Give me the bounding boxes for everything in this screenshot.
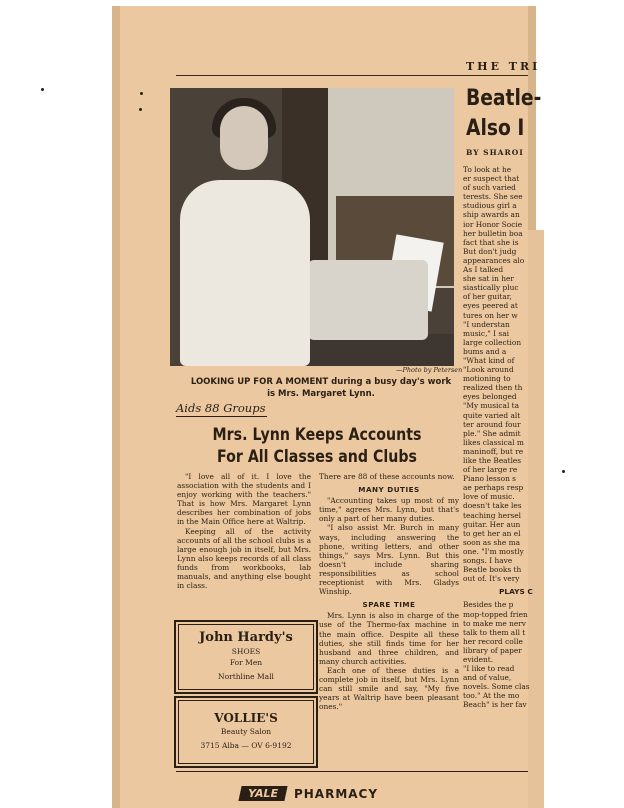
ad-address: 3715 Alba — OV 6-9192	[200, 741, 292, 750]
photo-person-head	[220, 106, 268, 170]
ad-line: Beauty Salon	[220, 727, 272, 736]
headline-line-1: Mrs. Lynn Keeps Accounts	[212, 425, 422, 444]
right-article-line: As I talked	[463, 265, 504, 275]
article-paragraph: "I love all of it. I love the association with the students and I enjoy working with the teachers." That is how Mrs. Margaret Lynn describes her combination of jobs in the Main Office here at Waltrip.	[177, 472, 311, 527]
right-article-line: eyes belonged	[463, 392, 517, 402]
right-article-line: of her guitar,	[463, 292, 512, 302]
right-article-line: er suspect that	[463, 174, 520, 184]
right-article-line: teaching hersel	[463, 510, 522, 520]
scan-speck	[41, 88, 44, 91]
right-article-line: realized then th	[463, 383, 523, 393]
ad-name: VOLLIE'S	[214, 711, 278, 725]
photo-credit: —Photo by Petersen	[396, 366, 463, 374]
right-article-line: songs. I have	[463, 556, 513, 566]
right-article-line: ship awards an	[463, 210, 520, 220]
right-article-line: To look at he	[463, 165, 512, 174]
right-article-line: motioning to	[463, 374, 511, 384]
article-headline	[196, 424, 439, 468]
right-article-line: of such varied	[463, 183, 516, 193]
bottom-rule	[176, 771, 528, 772]
ad-john-hardys	[178, 624, 314, 690]
article-kicker: Aids 88 Groups	[176, 401, 266, 415]
right-article-line: eyes peered at	[463, 301, 518, 311]
right-article-line: terests. She see	[463, 192, 523, 202]
article-column-middle	[319, 472, 459, 711]
right-article-line: tures on her w	[463, 310, 518, 320]
ad-yale-pharmacy	[240, 786, 378, 801]
photo-caption: LOOKING UP FOR A MOMENT during a busy day's work is Mrs. Margaret Lynn.	[190, 377, 452, 399]
yale-logo: YALE	[238, 786, 287, 801]
right-article-line: "What kind of	[463, 355, 515, 365]
headline-line-2: For All Classes and Clubs	[217, 447, 417, 466]
right-article-line: quite varied alt	[463, 410, 521, 420]
right-article-line: guitar. Her aun	[463, 519, 521, 529]
photo-typewriter	[308, 260, 428, 340]
right-headline-line-1: Beatle-	[466, 86, 542, 111]
right-article-line: large collection	[463, 337, 522, 347]
scan-speck	[140, 92, 143, 95]
right-article-line: one. "I'm mostly	[463, 546, 524, 556]
right-article-line: her bulletin boa	[463, 228, 523, 238]
right-article-line: bums and a	[463, 346, 507, 356]
ad-line: SHOES	[231, 647, 261, 656]
subhead-spare-time: SPARE TIME	[362, 600, 416, 610]
article-photo	[170, 88, 454, 366]
right-article-line: ior Honor Socie	[463, 219, 523, 229]
article-paragraph: "I also assist Mr. Burch in many ways, including answering the phone, writing letters, and other things," says Mrs. Lynn. But this doesn't include sharing responsibilities as school receptionist with Mrs. Gladys Winship.	[319, 523, 459, 597]
article-paragraph: "Accounting takes up most of my time," agrees Mrs. Lynn, but that's only a part of her many duties.	[319, 496, 459, 524]
right-article-line: "I like to read	[463, 664, 515, 674]
right-article-line: out of. It's very	[463, 574, 520, 584]
right-article-line: to get her an el	[463, 528, 521, 538]
article-paragraph: Each one of these duties is a complete job in itself, but Mrs. Lynn can still smile and say, "My five years at Waltrip have been pleasant ones."	[319, 665, 459, 712]
ad-vollies	[178, 700, 314, 764]
right-article-line: studious girl a	[463, 201, 517, 211]
pharmacy-text: PHARMACY	[293, 786, 379, 801]
scan-speck	[139, 108, 142, 111]
ad-address: Northline Mall	[218, 672, 274, 681]
article-paragraph: Mrs. Lynn is also in charge of the use of the Thermo-fax machine in the main office. Despite all these duties, she still finds time for her husband and three children, and many church activities.	[319, 611, 459, 666]
right-article-line: to make me nerv	[463, 618, 526, 628]
right-article-line: ae perhaps resp	[463, 483, 524, 493]
right-article-line: she sat in her	[463, 274, 514, 284]
right-article-line: too." At the mo	[463, 691, 520, 701]
right-article-line: library of paper	[463, 645, 522, 655]
scan-speck	[562, 470, 565, 473]
right-article-line: Piano lesson s	[463, 474, 516, 484]
subhead-many-duties: MANY DUTIES	[358, 485, 420, 495]
right-article-line: "My musical ta	[463, 401, 520, 411]
right-article-body	[463, 165, 533, 710]
right-article-line: appearances alo	[463, 255, 525, 265]
article-paragraph: There are 88 of these accounts now.	[319, 472, 455, 481]
right-article-line: Beatle books th	[463, 565, 522, 575]
article-paragraph: Keeping all of the activity accounts of all the school clubs is a large enough job in itself, but Mrs. Lynn also keeps records of all class funds from workbooks, lab manuals, and anything else bought in class.	[177, 526, 311, 591]
clipping-edge-strip	[528, 230, 544, 808]
right-article-line: novels. Some clas	[463, 682, 530, 692]
right-article-line: fact that she is	[463, 237, 519, 247]
right-article-line: But don't judg	[463, 246, 517, 256]
right-article-line: ter around four	[463, 419, 521, 429]
right-article-line: like the Beatles	[463, 456, 522, 465]
right-subhead: PLAYS C	[499, 587, 533, 597]
right-article-line: and of value,	[463, 673, 512, 683]
right-article-line: ple." She admit	[463, 428, 521, 438]
right-article-line: siastically pluc	[463, 283, 519, 293]
ad-name: John Hardy's	[199, 630, 293, 645]
right-article-line: music," I sai	[463, 328, 509, 338]
right-article-line: maninoff, but re	[463, 446, 524, 456]
photo-person-body	[180, 180, 310, 366]
right-article-line: of her large re	[463, 465, 518, 475]
right-article-line: "I understan	[463, 319, 510, 329]
right-article-line: evident.	[463, 654, 494, 664]
right-article-line: doesn't take les	[463, 501, 522, 511]
right-byline: BY SHAROI	[466, 148, 524, 157]
right-article-line: mop-topped frien	[463, 609, 528, 619]
right-article-line: her record colle	[463, 636, 523, 646]
right-article-header	[466, 84, 542, 157]
right-article-line: "Look around	[463, 365, 514, 375]
right-article-line: talk to them all t	[463, 627, 526, 637]
right-article-line: Beach" is her fav	[463, 700, 527, 710]
right-article-line: soon as she ma	[463, 537, 521, 547]
masthead-rule	[176, 75, 528, 76]
article-column-left	[177, 472, 311, 590]
masthead: THE TRI	[466, 60, 541, 73]
right-article-line: Besides the p	[463, 600, 514, 610]
right-article-line: likes classical m	[463, 437, 524, 447]
right-article-line: love of music.	[463, 492, 515, 502]
ad-line: For Men	[229, 658, 263, 667]
right-headline-line-2: Also I	[466, 116, 525, 141]
